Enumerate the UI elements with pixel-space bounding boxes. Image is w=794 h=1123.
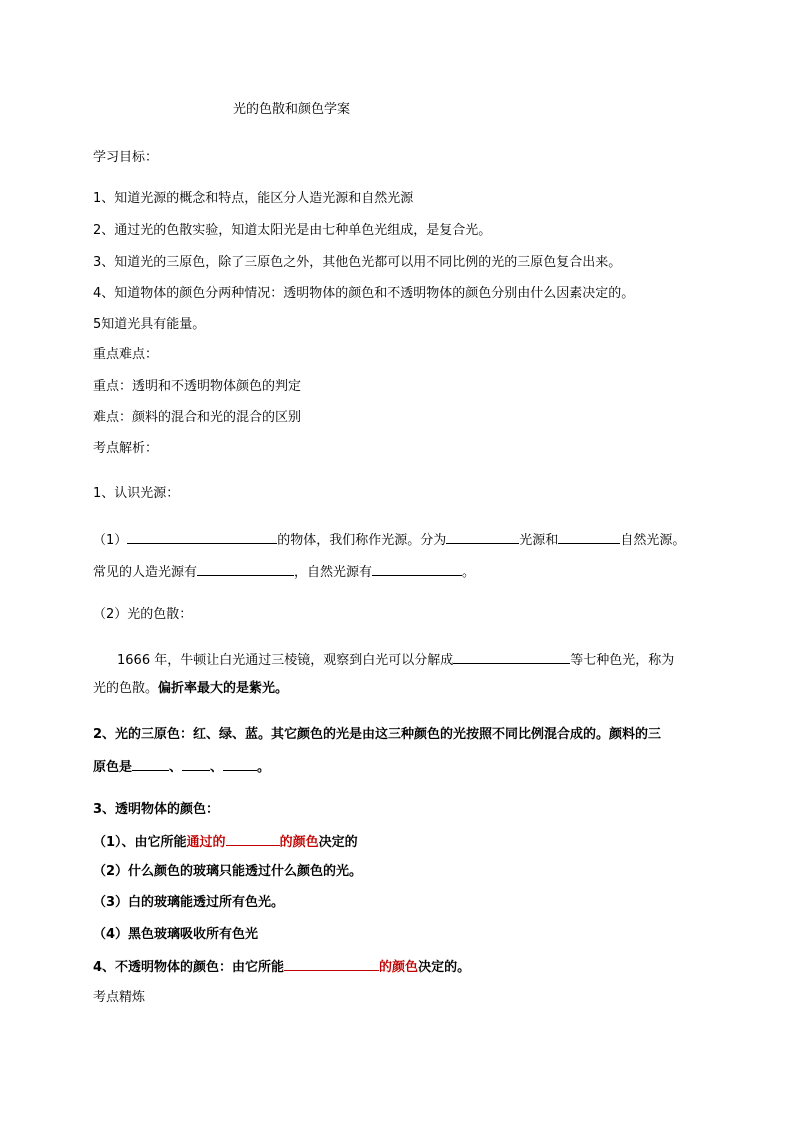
text-run: 4、不透明物体的颜色：由它所能 [93,960,285,975]
text-run: （1） [93,533,128,548]
primary-colors-line-2 [93,757,270,777]
light-source-line-1 [93,530,685,550]
text-run: 常见的人造光源有 [93,565,198,580]
transparent-item-3: （3）白的玻璃能透过所有色光。 [93,895,285,910]
text-run: 光的色散。 [93,681,159,696]
fill-blank[interactable] [132,757,169,771]
text-run: 自然光源。 [620,533,686,548]
red-text-run: 的颜色 [279,835,319,850]
fill-blank[interactable] [182,757,210,771]
keypoints-heading: 重点难点： [93,347,159,362]
section-light-source-title: 1、认识光源： [93,486,180,501]
transparent-item-1 [93,832,358,852]
objective-item: 3、知道光的三原色，除了三原色之外，其他色光都可以用不同比例的光的三原色复合出来。 [93,255,622,270]
text-run: 、 [210,760,224,775]
text-run: 。 [257,760,271,775]
text-run: 的物体，我们称作光源。分为 [277,533,447,548]
text-run: 光源和 [519,533,559,548]
light-source-line-2 [93,562,475,582]
objective-item: 5知道光具有能量。 [93,317,206,332]
transparent-item-4: （4）黑色玻璃吸收所有色光 [93,927,259,942]
analysis-heading: 考点解析： [93,441,159,456]
section-transparent-title: 3、透明物体的颜色： [93,802,220,817]
section-dispersion-title: （2）光的色散： [93,607,193,622]
fill-blank[interactable] [226,832,280,846]
fill-blank[interactable] [558,530,620,544]
dispersion-line-1 [117,650,674,670]
dispersion-line-2 [93,680,288,698]
page-title: 光的色散和颜色学案 [233,102,351,117]
fill-blank[interactable] [197,562,294,576]
opaque-color-line [93,957,470,977]
objectives-heading: 学习目标： [93,150,159,165]
fill-blank[interactable] [127,530,277,544]
transparent-item-2: （2）什么颜色的玻璃只能透过什么颜色的光。 [93,864,363,879]
text-run: 、 [169,760,183,775]
practice-heading: 考点精炼 [93,990,146,1005]
fill-blank[interactable] [284,957,379,971]
fill-blank[interactable] [223,757,257,771]
keypoint-important: 重点：透明和不透明物体颜色的判定 [93,379,302,394]
objective-item: 2、通过光的色散实验，知道太阳光是由七种单色光组成，是复合光。 [93,223,492,238]
fill-blank[interactable] [453,650,570,664]
fill-blank[interactable] [372,562,462,576]
text-run: 决定的 [318,835,358,850]
primary-colors-line-1: 2、光的三原色：红、绿、蓝。其它颜色的光是由这三种颜色的光按照不同比例混合成的。颜料的三 [93,727,662,742]
bold-text-run: 偏折率最大的是紫光。 [158,681,289,696]
text-run: 决定的。 [418,960,471,975]
fill-blank[interactable] [446,530,519,544]
text-run: 等七种色光，称为 [570,653,675,668]
text-run: ，自然光源有 [294,565,373,580]
text-run: （1）、由它所能 [93,835,187,850]
objective-item: 4、知道物体的颜色分两种情况：透明物体的颜色和不透明物体的颜色分别由什么因素决定的。 [93,286,635,301]
text-run: 。 [462,565,476,580]
red-text-run: 通过的 [186,835,226,850]
red-text-run: 的颜色 [379,960,419,975]
keypoint-difficult: 难点：颜料的混合和光的混合的区别 [93,410,302,425]
text-run: 1666 年，牛顿让白光通过三棱镜，观察到白光可以分解成 [117,653,454,668]
objective-item: 1、知道光源的概念和特点，能区分人造光源和自然光源 [93,191,414,206]
text-run: 原色是 [93,760,133,775]
